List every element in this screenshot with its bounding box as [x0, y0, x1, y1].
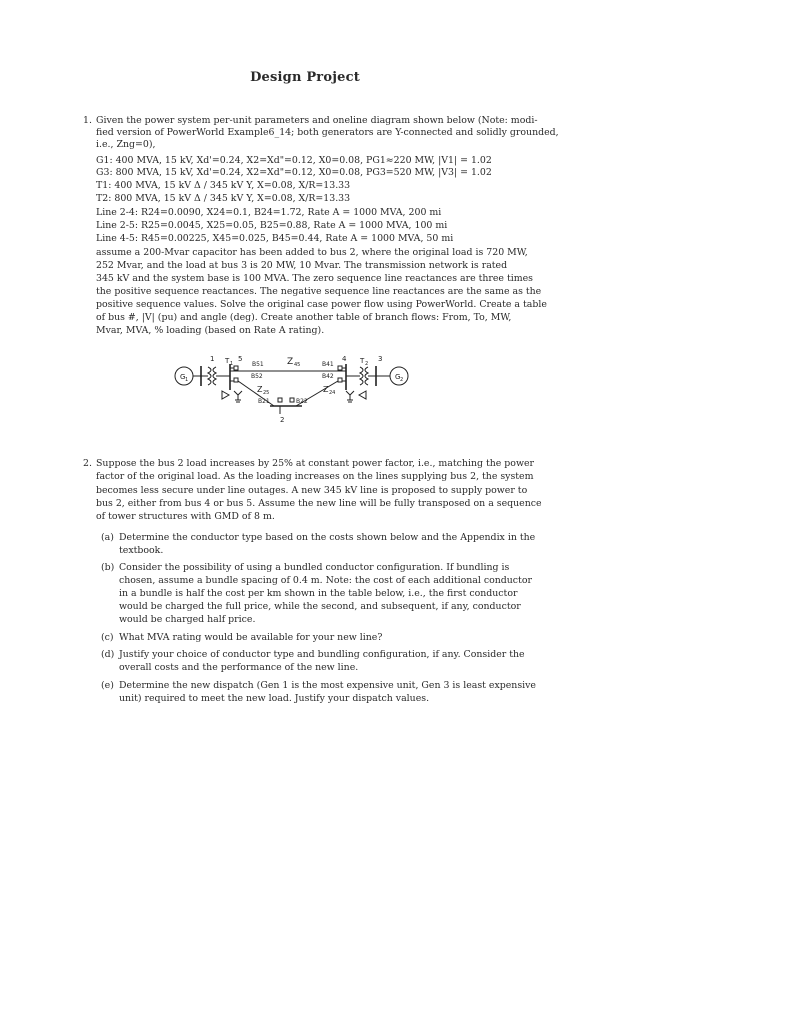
delta-symbol-1 — [222, 391, 229, 399]
q1-line: i.e., Zng=0), — [96, 139, 156, 150]
transformer-2-symbol — [360, 367, 363, 385]
g2-label: G — [395, 373, 401, 381]
part-b-line: would be charged the full price, while the second, and subsequent, if any, conductor — [119, 601, 521, 612]
part-b-line: would be charged half price. — [119, 614, 256, 625]
part-b-line: Consider the possibility of using a bundled conductor configuration. If bundling is — [119, 562, 510, 573]
g1-sub: 1 — [185, 377, 189, 383]
bus-3-label: 3 — [378, 355, 383, 363]
q1-line: Given the power system per-unit parameters and oneline diagram shown below (Note: modi- — [96, 115, 538, 126]
q1-line: Mvar, MVA, % loading (based on Rate A rating). — [96, 325, 325, 336]
q1-line: the positive sequence reactances. The negative sequence line reactances are the same as the — [96, 286, 542, 297]
q1-line: G1: 400 MVA, 15 kV, Xd'=0.24, X2=Xd"=0.12, X0=0.08, PG1≈220 MW, |V1| = 1.02 — [96, 155, 492, 166]
q2-line: of tower structures with GMD of 8 m. — [96, 511, 275, 522]
z24-label: Z — [323, 385, 329, 394]
wye-symbol-1 — [234, 391, 242, 402]
b42-label: B42 — [322, 373, 334, 380]
z25-label: Z — [257, 385, 263, 394]
b21-label: B21 — [258, 398, 270, 405]
part-b-line: in a bundle is half the cost per km shown in the table below, i.e., the first conductor — [119, 588, 518, 599]
q1-line: positive sequence values. Solve the original case power flow using PowerWorld. Create a table — [96, 299, 547, 310]
part-e-line: unit) required to meet the new load. Justify your dispatch values. — [119, 693, 430, 704]
bus-1-label: 1 — [210, 355, 215, 363]
transformer-1-symbol — [208, 367, 211, 385]
b52-label: B52 — [251, 373, 263, 380]
bus-4-label: 4 — [342, 355, 347, 363]
part-d-line: Justify your choice of conductor type and bundling configuration, if any. Consider the — [119, 649, 525, 660]
bus-2-label: 2 — [280, 416, 285, 424]
b41-label: B41 — [322, 361, 334, 368]
z45-label: Z — [287, 357, 294, 367]
part-a-line: Determine the conductor type based on the costs shown below and the Appendix in the — [119, 532, 536, 543]
z45-sub: 45 — [294, 362, 301, 368]
q1-line: Line 2-5: R25=0.0045, X25=0.05, B25=0.88, Rate A = 1000 MVA, 100 mi — [96, 220, 448, 231]
g2-sub: 2 — [400, 377, 404, 383]
z24-sub: 24 — [329, 390, 336, 396]
delta-symbol-2 — [359, 391, 366, 399]
q2-line: Suppose the bus 2 load increases by 25% at constant power factor, i.e., matching the power — [96, 458, 535, 469]
b51-label: B51 — [252, 361, 264, 368]
q2-line: becomes less secure under line outages. A new 345 kV line is proposed to supply power to — [96, 485, 528, 496]
q1-line: Line 4-5: R45=0.00225, X45=0.025, B45=0.44, Rate A = 1000 MVA, 50 mi — [96, 233, 454, 244]
q2-line: factor of the original load. As the loading increases on the lines supplying bus 2, the system — [96, 471, 534, 482]
q1-line: G3: 800 MVA, 15 kV, Xd'=0.24, X2=Xd"=0.12, X0=0.08, PG3=520 MW, |V3| = 1.02 — [96, 167, 492, 178]
oneline-diagram — [170, 352, 440, 430]
g1-label: G — [180, 373, 186, 381]
part-c-label: (c) — [101, 632, 114, 643]
q1-line: T2: 800 MVA, 15 kV Δ / 345 kV Y, X=0.08, X/R=13.33 — [96, 193, 351, 204]
part-a-label: (a) — [101, 532, 114, 543]
q1-line: T1: 400 MVA, 15 kV Δ / 345 kV Y, X=0.08, X/R=13.33 — [96, 180, 351, 191]
t1-sub: 1 — [230, 361, 234, 367]
t1-label: T — [225, 357, 230, 365]
t2-sub: 2 — [365, 361, 369, 367]
wye-symbol-2 — [346, 391, 354, 402]
part-a-line: textbook. — [119, 545, 164, 556]
part-d-label: (d) — [101, 649, 115, 660]
q1-line: Line 2-4: R24=0.0090, X24=0.1, B24=1.72, Rate A = 1000 MVA, 200 mi — [96, 207, 442, 218]
t2-label: T — [360, 357, 365, 365]
question-1-number: 1. — [83, 115, 92, 126]
b22-label: B22 — [296, 398, 308, 405]
q1-line: fied version of PowerWorld Example6_14; both generators are Y-connected and solidly grounded, — [96, 127, 559, 138]
part-b-label: (b) — [101, 562, 115, 573]
part-b-line: chosen, assume a bundle spacing of 0.4 m. Note: the cost of each additional conductor — [119, 575, 532, 586]
q2-line: bus 2, either from bus 4 or bus 5. Assume the new line will be fully transposed on a sequence — [96, 498, 542, 509]
q1-line: of bus #, |V| (pu) and angle (deg). Create another table of branch flows: From, To, MW, — [96, 312, 512, 323]
part-e-label: (e) — [101, 680, 114, 691]
part-c-line: What MVA rating would be available for your new line? — [119, 632, 383, 643]
part-e-line: Determine the new dispatch (Gen 1 is the most expensive unit, Gen 3 is least expensive — [119, 680, 536, 691]
bus-5-label: 5 — [238, 355, 243, 363]
page-title: Design Project — [250, 70, 360, 85]
z25-sub: 25 — [263, 390, 270, 396]
q1-line: 345 kV and the system base is 100 MVA. The zero sequence line reactances are three times — [96, 273, 533, 284]
question-2-number: 2. — [83, 458, 92, 469]
q1-line: 252 Mvar, and the load at bus 3 is 20 MW, 10 Mvar. The transmission network is rated — [96, 260, 508, 271]
q1-line: assume a 200-Mvar capacitor has been added to bus 2, where the original load is 720 MW, — [96, 247, 528, 258]
part-d-line: overall costs and the performance of the new line. — [119, 662, 359, 673]
